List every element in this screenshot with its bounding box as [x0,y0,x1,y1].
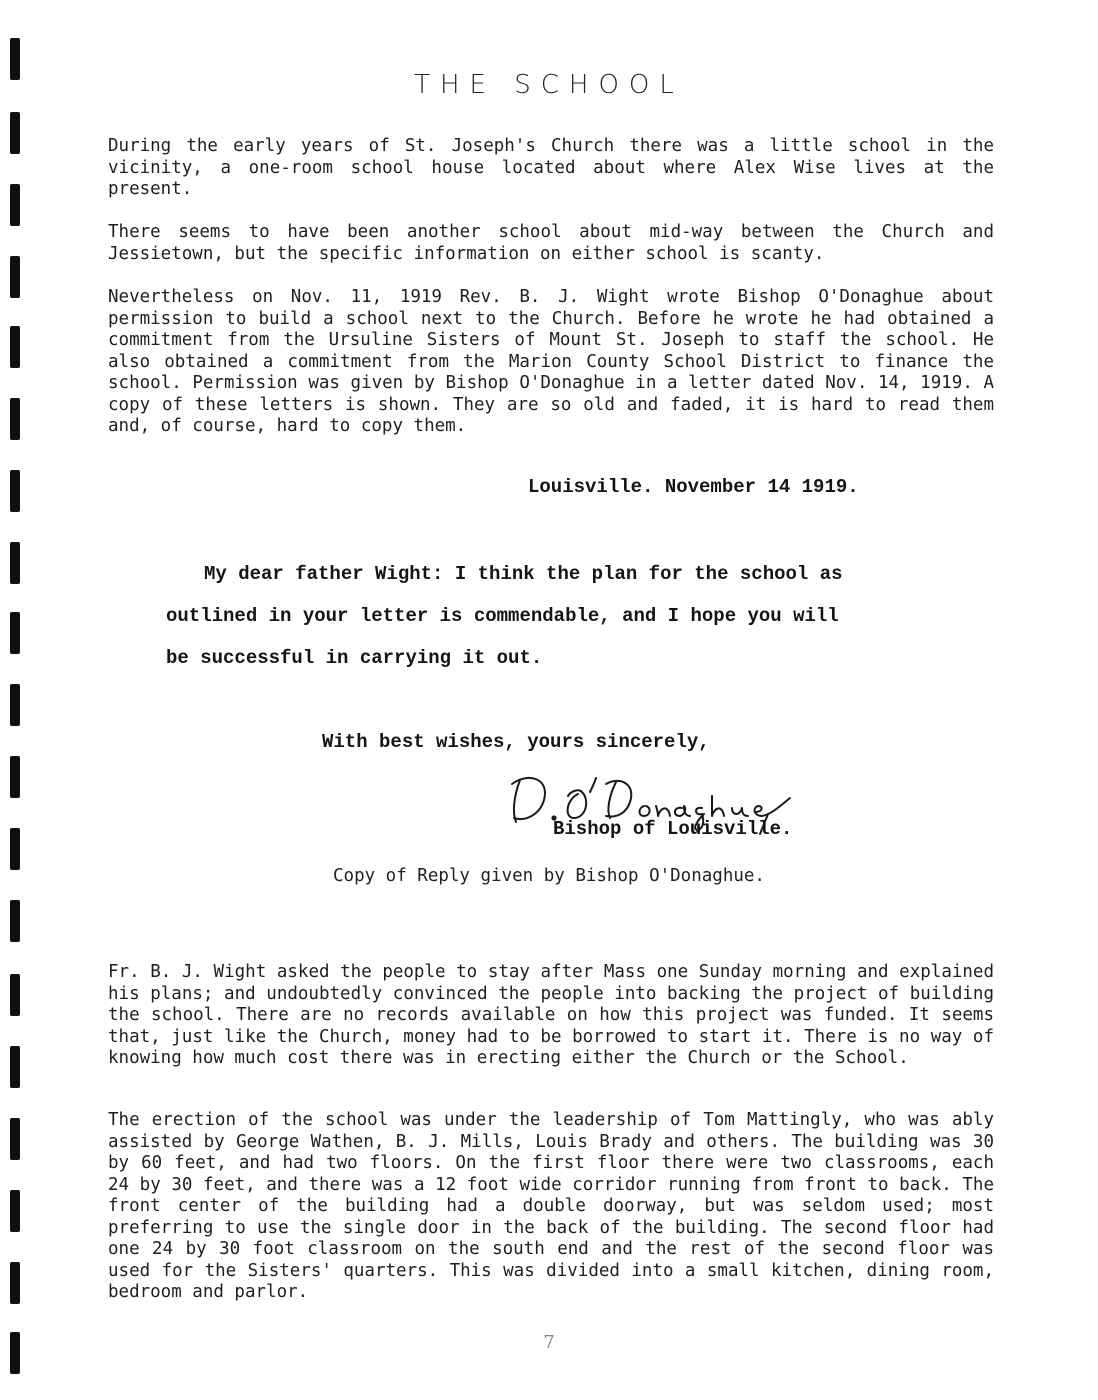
paragraph-second-school: There seems to have been another school about mid-way between the Church and Jessietown, but the specific information on either school is scanty. [108,222,994,264]
letter-body-line: be successful in carrying it out. [166,647,543,669]
letter-closing: With best wishes, yours sincerely, [322,731,710,753]
letter-body-line: My dear father Wight: I think the plan for the school as [204,563,843,585]
letter-sign-title: Bishop of Louisville. [553,818,793,840]
page-title: THE SCHOOL [414,70,684,100]
letter-body-line: outlined in your letter is commendable, and I hope you will [166,605,839,627]
letter-caption: Copy of Reply given by Bishop O'Donaghue. [333,866,765,886]
paragraph-construction: The erection of the school was under the leadership of Tom Mattingly, who was ably assisted by George Wathen, B. J. Mills, Louis Brady and others. The building was 30 by 60 feet, and had two floors. On the first floor there were two classrooms, each 24 by 30 feet, and there was a 12 foot wide corridor running from front to back. The front center of the building had a double doorway, but was seldom used; most preferring to use the single door in the back of the building. The second floor had one 24 by 30 foot classroom on the south end and the rest of the second floor was used for the Sisters' quarters. This was divided into a small kitchen, dining room, bedroom and parlor. [108,1110,994,1302]
binding-margin [10,30,24,1380]
paragraph-intro: During the early years of St. Joseph's Church there was a little school in the vicinity, a one-room school house located about where Alex Wise lives at the present. [108,136,994,199]
page-number: 7 [543,1332,555,1353]
paragraph-permission: Nevertheless on Nov. 11, 1919 Rev. B. J. Wight wrote Bishop O'Donaghue about permission to build a school next to the Church. Before he wrote he had obtained a commitment from the Ursuline Sisters of Mount St. Joseph to staff the school. He also obtained a commitment from the Marion County School District to finance the school. Permission was given by Bishop O'Donaghue in a letter dated Nov. 14, 1919. A copy of these letters is shown. They are so old and faded, it is hard to read them and, of course, hard to copy them. [108,287,994,436]
paragraph-funding: Fr. B. J. Wight asked the people to stay after Mass one Sunday morning and explained his plans; and undoubtedly convinced the people into backing the project of building the school. There are no records available on how this project was funded. It seems that, just like the Church, money had to be borrowed to start it. There is no way of knowing how much cost there was in erecting either the Church or the School. [108,962,994,1068]
letter-dateline: Louisville. November 14 1919. [528,476,859,498]
